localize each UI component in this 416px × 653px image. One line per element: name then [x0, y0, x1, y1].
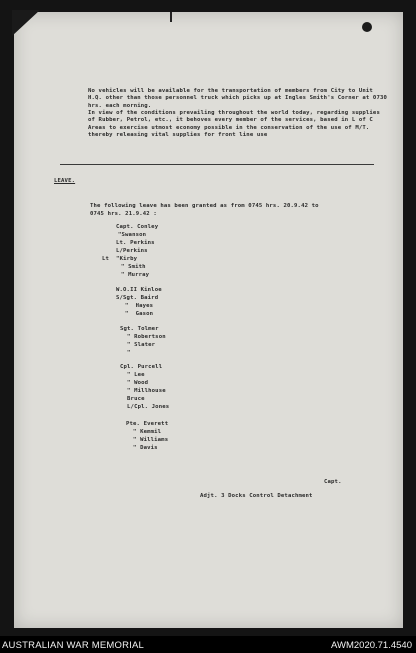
section-heading-leave: LEAVE. [54, 178, 76, 184]
leave-name: " Smith [114, 264, 146, 270]
leave-name: L/Cpl. Jones [120, 404, 170, 410]
archive-footer [0, 636, 416, 653]
divider-rule [60, 164, 374, 165]
page-corner-shadow [12, 10, 40, 36]
leave-name: Sgt. Tolmer [120, 326, 159, 332]
leave-name: Pte. Everett [126, 421, 169, 427]
punch-hole [362, 22, 372, 32]
leave-name: " Wood [120, 380, 149, 386]
leave-name: W.O.II Kinloe [116, 287, 162, 293]
leave-name: " Davis [126, 445, 158, 451]
leave-name: Cpl. Purcell [120, 364, 163, 370]
signature-rank: Capt. [324, 479, 342, 485]
leave-name: " Slater [120, 342, 156, 348]
leave-name: " Kemmil [126, 429, 162, 435]
leave-name: L/Perkins [116, 248, 148, 254]
leave-name: Bruce [120, 396, 145, 402]
leave-name: " Millhouse [120, 388, 166, 394]
document-page [14, 12, 403, 628]
leave-intro-line-2: 0745 hrs. 21.9.42 : [90, 211, 157, 217]
leave-name: Lt. Perkins [116, 240, 155, 246]
leave-name: " Hayes [118, 303, 154, 309]
leave-intro-line-1: The following leave has been granted as from 0745 hrs. 20.9.42 to [90, 203, 319, 209]
leave-name: Capt. Conley [116, 224, 159, 230]
leave-name: " Robertson [120, 334, 166, 340]
leave-name: " [120, 350, 131, 356]
leave-name: " Williams [126, 437, 169, 443]
leave-name: " Lee [120, 372, 145, 378]
leave-name: S/Sgt. Baird [116, 295, 159, 301]
leave-name: " Gason [118, 311, 154, 317]
paragraph-transport: No vehicles will be available for the transportation of members from City to Unit H.Q. other than those personnel truck which picks up at Ingles Smith's Corner at 0730 hrs. each morning. [88, 88, 388, 109]
leave-name: "Swanson [118, 232, 147, 238]
leave-name: Lt "Kirby [102, 256, 138, 262]
paper-mark [170, 12, 172, 22]
footer-accession-number: AWM2020.71.4540 [331, 640, 412, 651]
paragraph-conservation: In view of the conditions prevailing throughout the world today, regarding supplies of Rubber, Petrol, etc., it behoves every member of the services, based in L of C Areas to exercise utmost economy possible in the conservation of the use of M/T. thereby releasing vital supplies for front line use [88, 110, 380, 139]
footer-institution: AUSTRALIAN WAR MEMORIAL [2, 640, 145, 651]
leave-name: " Murray [114, 272, 150, 278]
signature-title: Adjt. 3 Docks Control Detachment [200, 493, 313, 499]
